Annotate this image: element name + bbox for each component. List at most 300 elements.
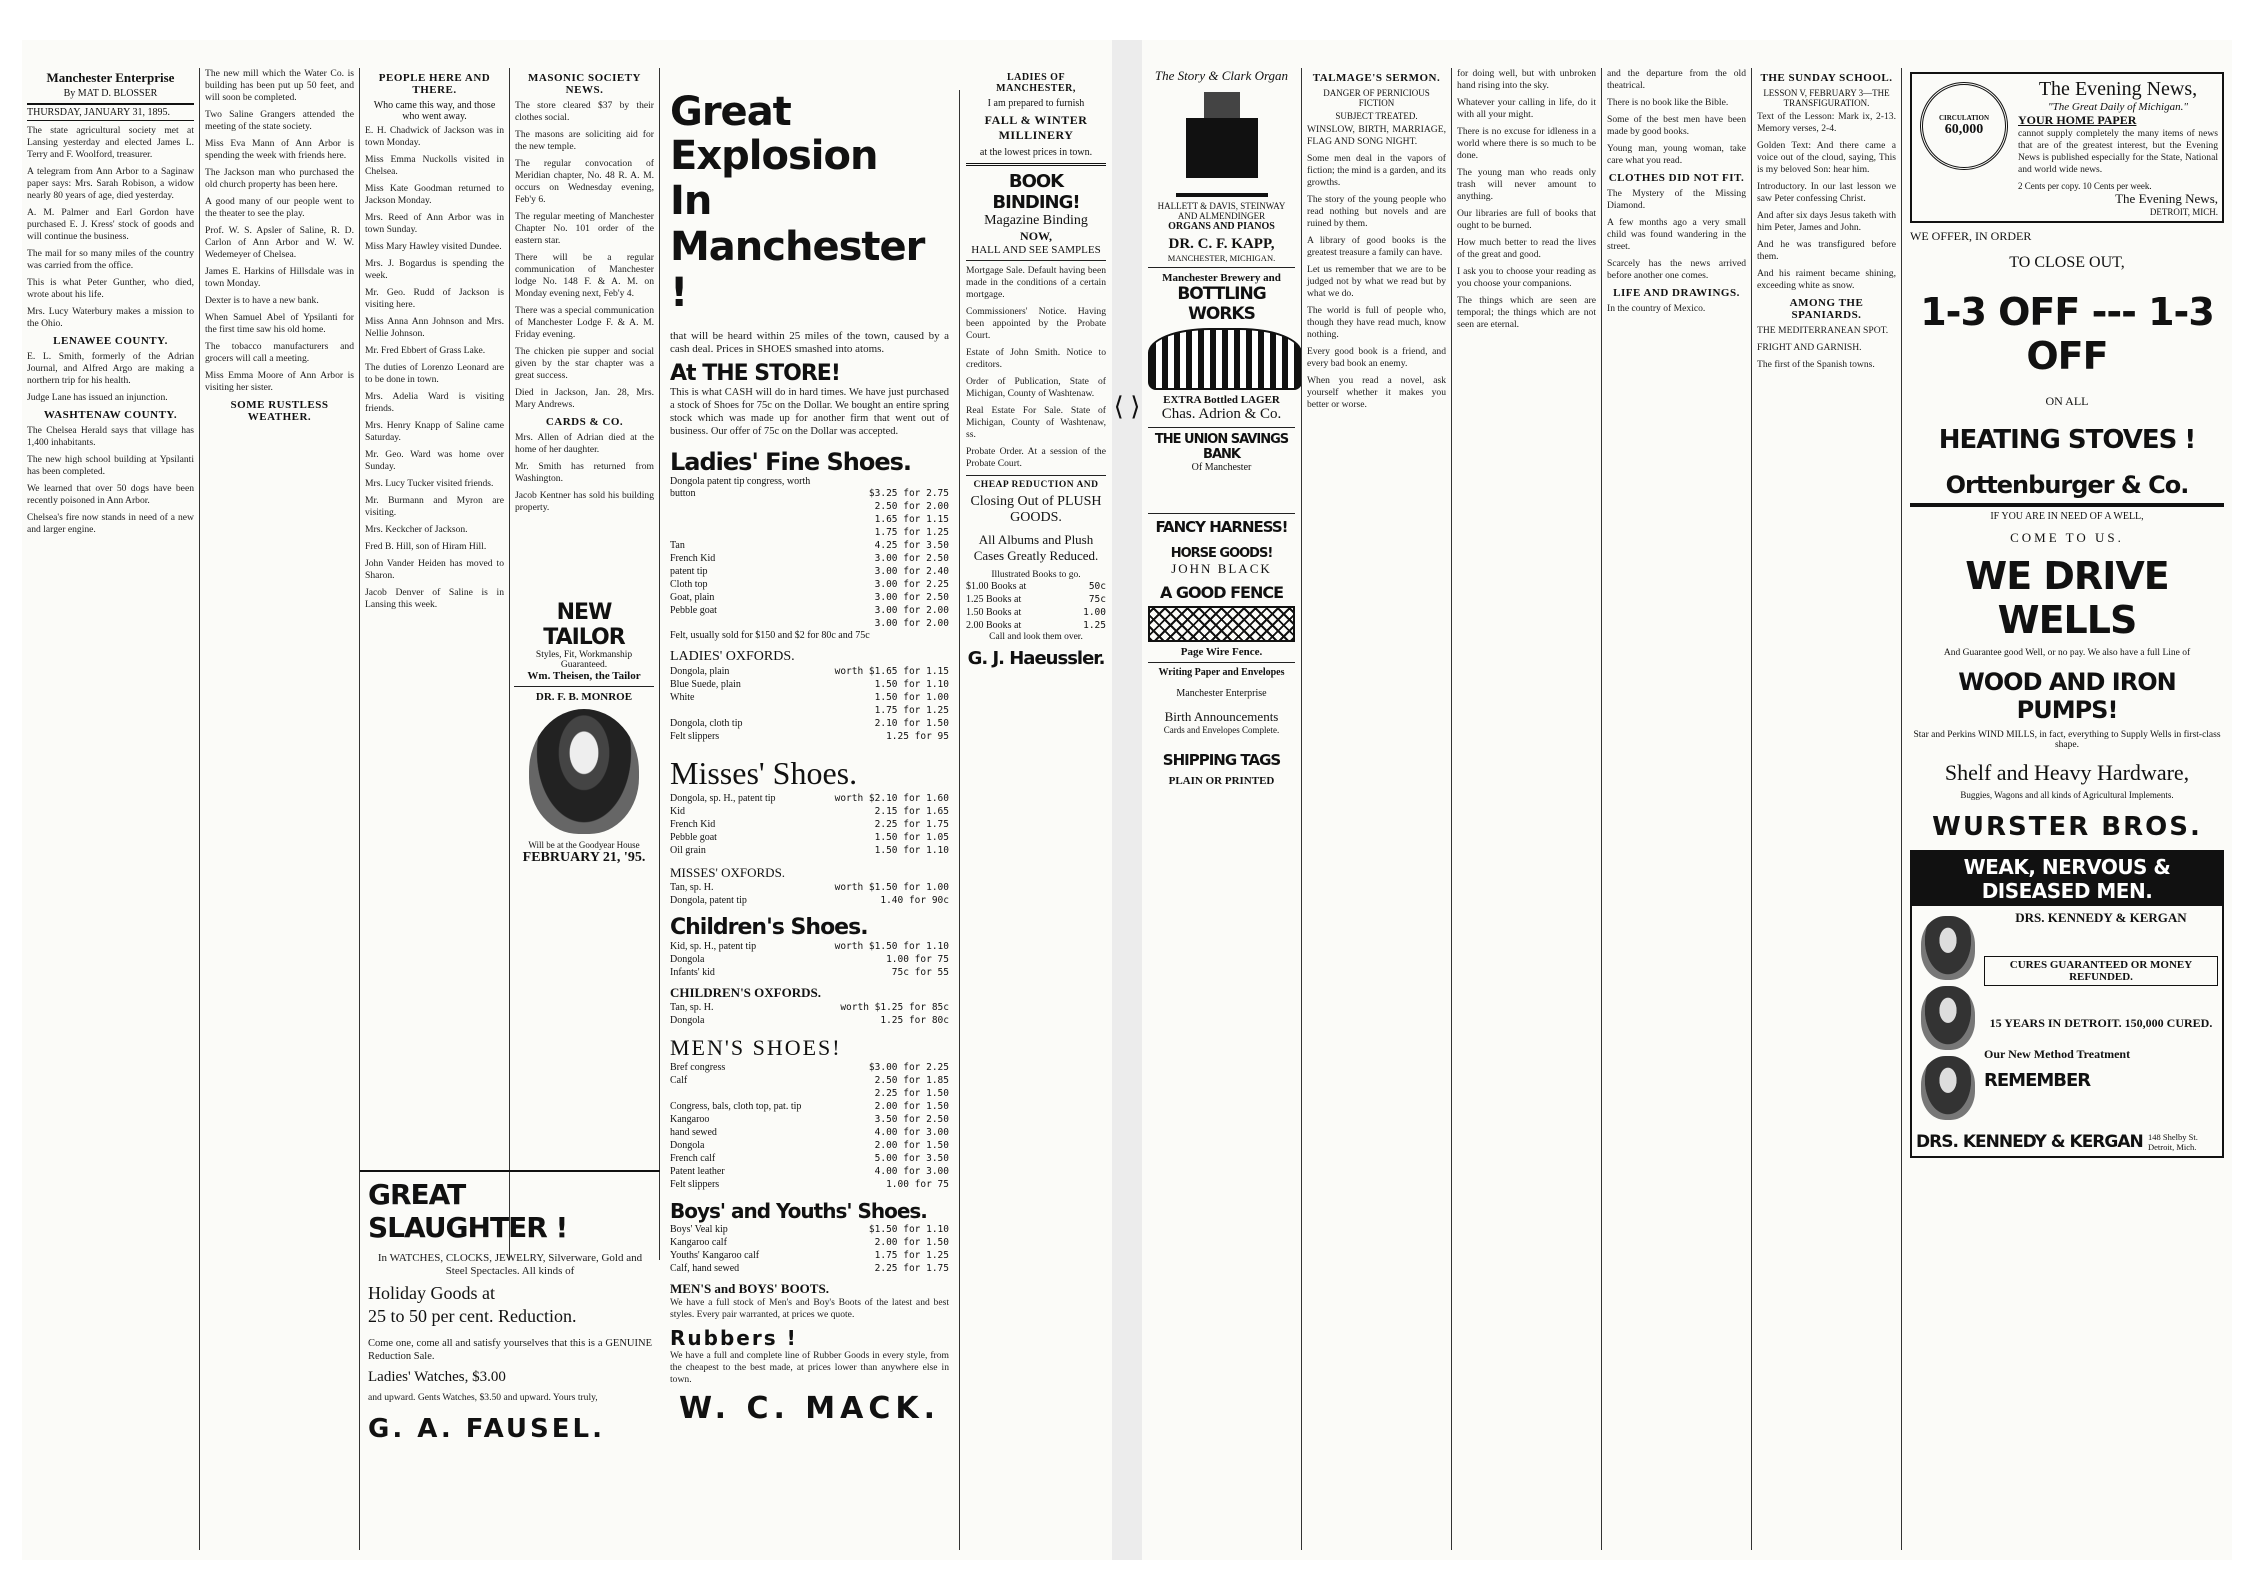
article-paragraph: When Samuel Abel of Ypsilanti for the first time saw his old home. xyxy=(205,312,354,335)
ad-signature: W. C. MACK. xyxy=(678,1391,941,1426)
rubbers-text: We have a full and complete line of Rubber Goods in every style, from the cheapest to the best made, at prices lower than anywhere else in town. xyxy=(670,1350,949,1385)
lesson-paragraph: Introductory. In our last lesson we saw Peter confessing Christ. xyxy=(1757,181,1896,204)
years-line: 15 YEARS IN DETROIT. 150,000 CURED. xyxy=(1989,1016,2213,1030)
sermon-paragraph: Let us remember that we are to be judged not by what we read but by what we do. xyxy=(1307,264,1446,299)
section-heading: PEOPLE HERE AND THERE. xyxy=(378,72,491,96)
personal-item: Miss Anna Ann Johnson and Mrs. Nellie Johnson. xyxy=(365,316,504,339)
price-value: worth $1.25 for 85c xyxy=(840,1002,949,1013)
organ-pianos: ORGANS AND PIANOS xyxy=(1168,221,1275,232)
price-row xyxy=(670,1249,949,1262)
ad-headline: In Manchester ! xyxy=(670,178,925,316)
kennedy-kergan-ad xyxy=(1910,850,2224,1158)
article-paragraph: Miss Emma Moore of Ann Arbor is visiting her sister. xyxy=(205,370,354,393)
personal-item: Miss Emma Nuckolls visited in Chelsea. xyxy=(365,154,504,177)
price-row xyxy=(670,665,949,678)
price-row xyxy=(966,606,1106,619)
masthead: Manchester Enterprise xyxy=(46,70,175,85)
price-value: worth $2.10 for 1.60 xyxy=(834,793,949,804)
price-row xyxy=(670,1087,949,1100)
price-value: 1.75 for 1.25 xyxy=(874,527,949,538)
price-value: 1.25 xyxy=(1083,620,1106,631)
price-row xyxy=(670,1139,949,1152)
price-row xyxy=(670,1126,949,1139)
page-gutter xyxy=(1112,40,1142,1560)
price-row xyxy=(670,1113,949,1126)
millinery-sub: I am prepared to furnish xyxy=(987,98,1085,109)
harness-heading: FANCY HARNESS! xyxy=(1155,518,1288,536)
price-row xyxy=(670,940,949,953)
tailor-doctor-ad xyxy=(514,600,654,866)
price-value: 2.25 for 1.75 xyxy=(874,819,949,830)
doctor-caption: Will be at the Goodyear House xyxy=(528,840,640,850)
price-value: 3.00 for 2.50 xyxy=(874,592,949,603)
price-value: 1.00 xyxy=(1083,607,1106,618)
article-paragraph: In the country of Mexico. xyxy=(1607,303,1706,314)
article-paragraph: The new high school building at Ypsilanti has been completed. xyxy=(27,454,194,477)
price-item: $1.00 Books at xyxy=(966,581,1027,592)
price-value: 2.10 for 1.50 xyxy=(874,718,949,729)
sermon-paragraph: The world is full of people who, though they have read much, know nothing. xyxy=(1307,305,1446,340)
lesson-paragraph: Golden Text: And there came a voice out of the cloud, saying, This is my beloved Son: hear him. xyxy=(1757,140,1896,175)
article-paragraph: The new mill which the Water Co. is building has been put up 50 feet, and will soon be completed. xyxy=(205,68,354,103)
price-item: Calf, hand sewed xyxy=(670,1263,740,1274)
price-item: hand sewed xyxy=(670,1127,717,1138)
price-item: Tan xyxy=(670,540,685,551)
article-paragraph: The Chelsea Herald says that village has 1,400 inhabitants. xyxy=(27,425,194,448)
magazine-binding: Magazine Binding xyxy=(984,213,1088,228)
now-line: NOW, xyxy=(1020,229,1052,243)
boots-text: We have a full stock of Men's and Boy's Boots of the latest and best styles. Every pair warranted, at prices we quote. xyxy=(670,1297,949,1320)
legal-notice: Order of Publication, State of Michigan, County of Washtenaw. xyxy=(966,376,1106,399)
doctor-face-icon xyxy=(1921,986,1975,1050)
doctor-face-icon xyxy=(1921,1056,1975,1120)
price-item: Dongola, patent tip xyxy=(670,895,747,906)
price-row xyxy=(670,1014,949,1027)
price-row xyxy=(670,1262,949,1275)
price-value: 1.25 for 80c xyxy=(880,1015,949,1026)
right-column-6 xyxy=(1902,68,2232,1550)
lesson-paragraph: And after six days Jesus taketh with him Peter, James and John. xyxy=(1757,210,1896,233)
article-paragraph: The chicken pie supper and social given by the star chapter was a great success. xyxy=(515,346,654,381)
price-item: button xyxy=(670,488,696,499)
article-paragraph: Judge Lane has issued an injunction. xyxy=(27,392,168,403)
price-row xyxy=(670,1178,949,1191)
price-value: 1.00 for 75 xyxy=(886,954,949,965)
mens-heading: MEN'S SHOES! xyxy=(670,1035,842,1060)
article-paragraph: Mr. Smith has returned from Washington. xyxy=(515,461,654,484)
drive-wells: WE DRIVE WELLS xyxy=(1965,554,2169,642)
book-binding-heading: BOOK BINDING! xyxy=(992,171,1080,213)
price-row xyxy=(670,953,949,966)
section-heading: WASHTENAW COUNTY. xyxy=(43,409,178,421)
price-row xyxy=(966,593,1106,606)
remember-line: REMEMBER xyxy=(1984,1070,2091,1091)
price-item: Tan, sp. H. xyxy=(670,1002,714,1013)
news-location: DETROIT, MICH. xyxy=(2149,207,2218,217)
come-to-us: COME TO US. xyxy=(2010,530,2124,545)
price-item: Felt slippers xyxy=(670,731,720,742)
doctor-location: MANCHESTER, MICHIGAN. xyxy=(1167,253,1276,263)
sermon-paragraph: The things which are seen are temporal; the things which are not seen are eternal. xyxy=(1457,295,1596,330)
section-heading: LIFE AND DRAWINGS. xyxy=(1613,287,1740,299)
article-paragraph: Young man, young woman, take care what you read. xyxy=(1607,143,1746,166)
article-paragraph: The mail for so many miles of the country was carried from the office. xyxy=(27,248,194,271)
price-row xyxy=(670,966,949,979)
sermon-paragraph: A library of good books is the greatest treasure a family can have. xyxy=(1307,235,1446,258)
personal-item: Mrs. Reed of Ann Arbor was in town Sunday. xyxy=(365,212,504,235)
fence-heading: A GOOD FENCE xyxy=(1159,583,1284,602)
price-item: Dongola, cloth tip xyxy=(670,718,743,729)
right-newspaper-page xyxy=(1142,40,2232,1560)
article-paragraph: The masons are soliciting aid for the new temple. xyxy=(515,129,654,152)
price-value: 1.65 for 1.15 xyxy=(874,514,949,525)
pumps-line: WOOD AND IRON PUMPS! xyxy=(1958,668,2176,724)
price-row xyxy=(670,792,949,805)
personal-item: Miss Kate Goodman returned to Jackson Monday. xyxy=(365,183,504,206)
price-row xyxy=(670,578,949,591)
price-row xyxy=(966,580,1106,593)
price-value: 3.00 for 2.00 xyxy=(874,605,949,616)
price-value: 1.50 for 1.05 xyxy=(874,832,949,843)
price-item: patent tip xyxy=(670,566,708,577)
ad-holiday: Holiday Goods at xyxy=(368,1283,495,1303)
ladies-shoes-sub: Dongola patent tip congress, worth xyxy=(670,476,811,487)
ladies-shoes-heading: Ladies' Fine Shoes. xyxy=(670,448,912,476)
childrens-oxfords-heading: CHILDREN'S OXFORDS. xyxy=(670,985,821,1000)
sermon-paragraph: WINSLOW, BIRTH, MARRIAGE, FLAG AND SONG NIGHT. xyxy=(1307,124,1446,147)
price-item: Felt slippers xyxy=(670,1179,720,1190)
article-paragraph: The tobacco manufacturers and grocers will call a meeting. xyxy=(205,341,354,364)
price-item: Tan, sp. H. xyxy=(670,882,714,893)
price-item: Goat, plain xyxy=(670,592,715,603)
price-value: $3.25 for 2.75 xyxy=(868,488,949,499)
ladies-oxfords-heading: LADIES' OXFORDS. xyxy=(670,649,795,664)
article-paragraph: The Jackson man who purchased the old church property has been here. xyxy=(205,167,354,190)
store-text: This is what CASH will do in hard times. We have just purchased a stock of Shoes for 75c on the Dollar. We bought an entire spring stock which was made up for another firm that went out of business. Our offer of 75c on the Dollar was accepted. xyxy=(670,387,949,437)
heating-stoves: HEATING STOVES ! xyxy=(1938,425,2196,455)
personal-item: Mr. Geo. Ward was home over Sunday. xyxy=(365,449,504,472)
article-paragraph: There was a special communication of Manchester Lodge F. & A. M. Friday evening. xyxy=(515,305,654,340)
price-item: Blue Suede, plain xyxy=(670,679,741,690)
news-sub: "The Great Daily of Michigan." xyxy=(2048,101,2188,113)
lesson-paragraph: And his raiment became shining, exceeding white as snow. xyxy=(1757,268,1896,291)
shelf-hardware: Shelf and Heavy Hardware, xyxy=(1944,760,2190,785)
sermon-paragraph: I ask you to choose your reading as you choose your companions. xyxy=(1457,266,1596,289)
price-value: 2.25 for 1.75 xyxy=(874,1263,949,1274)
news-title: The Evening News, xyxy=(2038,78,2198,100)
childrens-oxfords-price-list xyxy=(670,1001,949,1027)
section-heading: CARDS & CO. xyxy=(545,416,624,428)
sunday-school-heading: THE SUNDAY SCHOOL. xyxy=(1760,72,1893,84)
doctor-headline: DR. F. B. MONROE xyxy=(535,691,633,703)
brewery-building-icon xyxy=(1148,328,1302,390)
price-row xyxy=(670,552,949,565)
price-item: Kangaroo xyxy=(670,1114,710,1125)
sermon-paragraph: The young man who reads only trash will never amount to anything. xyxy=(1457,167,1596,202)
price-item: Dongola, plain xyxy=(670,666,730,677)
price-row xyxy=(670,1165,949,1178)
sermon-sub: DANGER OF PERNICIOUS FICTION xyxy=(1323,88,1430,108)
price-item: Pebble goat xyxy=(670,832,717,843)
sermon-paragraph: Some men deal in the vapors of fiction; the mind is a garden, and its growths. xyxy=(1307,153,1446,188)
organ-heading: The Story & Clark Organ xyxy=(1154,68,1289,83)
ad-headline: Great Explosion xyxy=(670,90,878,179)
doctor-face-icon xyxy=(1921,916,1975,980)
price-item: Bref congress xyxy=(670,1062,726,1073)
price-value: 3.00 for 2.00 xyxy=(874,618,949,629)
new-method: Our New Method Treatment xyxy=(1984,1047,2131,1061)
lesson-paragraph: The first of the Spanish towns. xyxy=(1757,359,1875,370)
price-row xyxy=(670,1236,949,1249)
sermon-paragraph: The story of the young people who read nothing but novels and are ruined by them. xyxy=(1307,194,1446,229)
childrens-heading: Children's Shoes. xyxy=(670,915,868,940)
sermon-paragraph: Our libraries are full of books that ought to be burned. xyxy=(1457,208,1596,231)
horse-goods: HORSE GOODS! xyxy=(1170,546,1273,561)
sermon-paragraph: There is no excuse for idleness in a world where there is so much to be done. xyxy=(1457,126,1596,161)
sermon-heading: TALMAGE'S SERMON. xyxy=(1312,72,1441,84)
article-paragraph: Some of the best men have been made by good books. xyxy=(1607,114,1746,137)
price-value: 2.00 for 1.50 xyxy=(874,1237,949,1248)
news-cents: 2 Cents per copy. 10 Cents per week. xyxy=(2018,181,2152,191)
article-paragraph: Two Saline Grangers attended the meeting of the state society. xyxy=(205,109,354,132)
news-text: cannot supply completely the many items of news that are of the greatest interest, but the Evening News is published especially for the State, National and world wide news. xyxy=(2018,128,2218,175)
ad-headline: SLAUGHTER ! xyxy=(368,1211,568,1244)
price-item: Dongola, sp. H., patent tip xyxy=(670,793,776,804)
date-line: THURSDAY, JANUARY 31, 1895. xyxy=(27,103,194,121)
circulation-stamp-icon xyxy=(1920,82,2008,170)
ad-sub: In WATCHES, CLOCKS, JEWELRY, Silverware, Gold and Steel Spectacles. All kinds of xyxy=(377,1252,643,1277)
price-value: $1.50 for 1.10 xyxy=(868,1224,949,1235)
binding-clip-icon: ⟨ ⟩ xyxy=(1113,392,1141,421)
section-subheading: Who came this way, and those who went away. xyxy=(373,100,496,122)
price-row xyxy=(670,591,949,604)
drs-name: DRS. KENNEDY & KERGAN xyxy=(2015,910,2187,925)
price-item: 1.25 Books at xyxy=(966,594,1022,605)
price-item: Kid xyxy=(670,806,685,817)
offer-line: WE OFFER, IN ORDER xyxy=(1910,229,2032,243)
wire-fence-line: Page Wire Fence. xyxy=(1180,646,1263,658)
mack-shoe-ad xyxy=(660,90,960,1550)
personal-item: Miss Mary Hawley visited Dundee. xyxy=(365,241,502,252)
doctor-name: DR. C. F. KAPP, xyxy=(1168,236,1275,252)
personal-item: Mr. Geo. Rudd of Jackson is visiting here. xyxy=(365,287,504,310)
price-value: 1.25 for 95 xyxy=(886,731,949,742)
price-row xyxy=(670,818,949,831)
ladies-price-list xyxy=(670,487,949,630)
article-paragraph: Scarcely has the news arrived before another one comes. xyxy=(1607,258,1746,281)
article-paragraph: Miss Eva Mann of Ann Arbor is spending the week with friends here. xyxy=(205,138,354,161)
price-row xyxy=(670,565,949,578)
section-heading: MASONIC SOCIETY NEWS. xyxy=(528,72,641,96)
price-row xyxy=(670,500,949,513)
personal-item: Mr. Fred Ebbert of Grass Lake. xyxy=(365,345,486,356)
price-value: 75c xyxy=(1088,594,1106,605)
misses-oxfords-price-list xyxy=(670,881,949,907)
price-value: 2.50 for 2.00 xyxy=(874,501,949,512)
price-value: 2.25 for 1.50 xyxy=(874,1088,949,1099)
birth-announcements: Birth Announcements xyxy=(1164,709,1279,724)
sermon-paragraph: for doing well, but with unbroken hand rising into the sky. xyxy=(1457,68,1596,91)
haeussler-signature: G. J. Haeussler. xyxy=(967,648,1105,669)
price-value: $3.00 for 2.25 xyxy=(868,1062,949,1073)
article-paragraph: The store cleared $37 by their clothes social. xyxy=(515,100,654,123)
john-black: JOHN BLACK xyxy=(1171,561,1272,576)
byline: By MAT D. BLOSSER xyxy=(63,88,158,99)
drs-address: 148 Shelby St. Detroit, Mich. xyxy=(2148,1132,2198,1152)
price-item: Kangaroo calf xyxy=(670,1237,727,1248)
personal-item: Fred B. Hill, son of Hiram Hill. xyxy=(365,541,487,552)
books-line: Illustrated Books to go. xyxy=(991,570,1081,580)
price-value: 3.00 for 2.40 xyxy=(874,566,949,577)
article-paragraph: Mrs. Allen of Adrian died at the home of her daughter. xyxy=(515,432,654,455)
doctor-portraits xyxy=(1916,910,1980,1126)
left-column-1 xyxy=(22,68,200,1550)
albums-line: All Albums and Plush Cases Greatly Reduced. xyxy=(973,532,1099,563)
third-off: 1-3 OFF --- 1-3 OFF xyxy=(1920,290,2214,378)
article-paragraph: The regular meeting of Manchester Chapter No. 101 order of the eastern star. xyxy=(515,211,654,246)
price-row xyxy=(670,1061,949,1074)
tailor-headline: NEW TAILOR xyxy=(543,600,625,650)
price-row xyxy=(670,881,949,894)
news-signature: The Evening News, xyxy=(2115,191,2218,206)
section-heading: LENAWEE COUNTY. xyxy=(53,335,168,347)
price-item: Patent leather xyxy=(670,1166,725,1177)
price-row xyxy=(670,704,949,717)
price-item: Dongola xyxy=(670,1015,705,1026)
personal-item: Mrs. Lucy Tucker visited friends. xyxy=(365,478,494,489)
price-item: White xyxy=(670,692,695,703)
brewery-heading: Manchester Brewery and xyxy=(1162,272,1281,284)
price-value: 3.00 for 2.50 xyxy=(874,553,949,564)
ad-signature: G. A. FAUSEL. xyxy=(368,1414,605,1444)
lesson-paragraph: Text of the Lesson: Mark ix, 2-13. Memory verses, 2-4. xyxy=(1757,111,1896,134)
ad-lede: that will be heard within 25 miles of the town, caused by a cash deal. Prices in SHOES smashed into atoms. xyxy=(670,330,949,355)
price-row xyxy=(670,1001,949,1014)
books-price-list xyxy=(966,580,1106,632)
price-row xyxy=(670,604,949,617)
sermon-paragraph: Whatever your calling in life, do it with all your might. xyxy=(1457,97,1596,120)
price-row xyxy=(670,805,949,818)
closing-heading: Closing Out of PLUSH GOODS. xyxy=(970,494,1102,525)
article-paragraph: The state agricultural society met at Lansing yesterday and elected James L. Terry and F. Woolford, treasurer. xyxy=(27,125,194,160)
misses-heading: Misses' Shoes. xyxy=(670,755,858,791)
price-item: Congress, bals, cloth top, pat. tip xyxy=(670,1101,802,1112)
article-paragraph: Jacob Kentner has sold his building property. xyxy=(515,490,654,513)
price-value: 2.50 for 1.85 xyxy=(874,1075,949,1086)
wire-fence-icon xyxy=(1148,606,1295,642)
price-item: French Kid xyxy=(670,553,716,564)
windmill-line: Star and Perkins WIND MILLS, in fact, everything to Supply Wells in first-class shape. xyxy=(1913,730,2221,750)
bottling-heading: BOTTLING WORKS xyxy=(1177,284,1266,324)
price-item: French Kid xyxy=(670,819,716,830)
price-item: Cloth top xyxy=(670,579,708,590)
personal-item: The duties of Lorenzo Leonard are to be done in town. xyxy=(365,362,504,385)
price-row xyxy=(670,617,949,630)
right-column-1 xyxy=(1142,68,1302,1550)
price-item: French calf xyxy=(670,1153,716,1164)
personal-item: Mrs. J. Bogardus is spending the week. xyxy=(365,258,504,281)
ad-gents: and upward. Gents Watches, $3.50 and upward. Yours truly, xyxy=(368,1392,598,1403)
article-paragraph: The regular convocation of Meridian chapter, No. 48 R. A. M. occurs on Wednesday evening, Feb'y 6. xyxy=(515,158,654,205)
personal-item: John Vander Heiden has moved to Sharon. xyxy=(365,558,504,581)
organ-icon xyxy=(1176,88,1268,197)
price-row xyxy=(966,619,1106,632)
price-row xyxy=(670,844,949,857)
price-value: 3.00 for 2.25 xyxy=(874,579,949,590)
article-paragraph: Mrs. Lucy Waterbury makes a mission to the Ohio. xyxy=(27,306,194,329)
price-item: Dongola xyxy=(670,954,705,965)
price-row xyxy=(670,894,949,907)
organ-brands: HALLETT & DAVIS, STEINWAY AND ALMENDINGER xyxy=(1157,201,1286,221)
price-row xyxy=(670,1100,949,1113)
price-row xyxy=(670,678,949,691)
price-row xyxy=(670,539,949,552)
cheap-reduction-heading: CHEAP REDUCTION AND xyxy=(973,480,1099,490)
tailor-signature: Wm. Theisen, the Tailor xyxy=(527,670,641,682)
lesson-paragraph: And he was transfigured before them. xyxy=(1757,239,1896,262)
article-paragraph: A telegram from Ann Arbor to a Saginaw paper says: Mrs. Sarah Robison, a widow nearly 80 years of age, died yesterday. xyxy=(27,166,194,201)
writing-paper: Writing Paper and Envelopes xyxy=(1158,667,1285,678)
plain-printed: PLAIN OR PRINTED xyxy=(1168,775,1275,787)
price-item: Dongola xyxy=(670,1140,705,1151)
boys-heading: Boys' and Youths' Shoes. xyxy=(670,1199,927,1223)
samples-line: HALL AND SEE SAMPLES xyxy=(971,244,1101,256)
left-column-3 xyxy=(360,68,510,1260)
lesson-paragraph: FRIGHT AND GARNISH. xyxy=(1757,342,1862,353)
drs-bottom: DRS. KENNEDY & KERGAN xyxy=(1916,1132,2143,1152)
call-line: Call and look them over. xyxy=(989,632,1083,642)
price-item: Oil grain xyxy=(670,845,706,856)
misses-oxfords-heading: MISSES' OXFORDS. xyxy=(670,865,786,880)
price-value: 1.40 for 90c xyxy=(880,895,949,906)
price-value: 4.00 for 3.00 xyxy=(874,1127,949,1138)
cures-guaranteed: CURES GUARANTEED OR MONEY REFUNDED. xyxy=(1984,956,2218,986)
ad-headline: GREAT xyxy=(368,1178,466,1211)
price-value: 1.00 for 75 xyxy=(886,1179,949,1190)
price-item: Pebble goat xyxy=(670,605,717,616)
price-row xyxy=(670,487,949,500)
mens-price-list xyxy=(670,1061,949,1191)
personal-item: Mr. Burmann and Myron are visiting. xyxy=(365,495,504,518)
lesson-paragraph: THE MEDITERRANEAN SPOT. xyxy=(1757,325,1889,336)
ad-come: Come one, come all and satisfy yourselves that this is a GENUINE Reduction Sale. xyxy=(368,1338,652,1362)
sunday-school-sub: LESSON V, FEBRUARY 3—THE TRANSFIGURATION. xyxy=(1763,88,1890,108)
article-paragraph: Died in Jackson, Jan. 28, Mrs. Mary Andrews. xyxy=(515,387,654,410)
price-value: 1.75 for 1.25 xyxy=(874,705,949,716)
price-value: 4.00 for 3.00 xyxy=(874,1166,949,1177)
price-value: 2.00 for 1.50 xyxy=(874,1101,949,1112)
price-value: 4.25 for 3.50 xyxy=(874,540,949,551)
stamp-top-text: CIRCULATION xyxy=(1938,114,1990,122)
doctor-portrait-icon xyxy=(529,709,639,834)
legal-notice: Commissioners' Notice. Having been appointed by the Probate Court. xyxy=(966,306,1106,341)
price-value: 2.15 for 1.65 xyxy=(874,806,949,817)
price-value: 1.50 for 1.00 xyxy=(874,692,949,703)
right-column-3 xyxy=(1452,68,1602,1550)
section-heading: SOME RUSTLESS WEATHER. xyxy=(230,399,329,423)
price-value: worth $1.50 for 1.00 xyxy=(834,882,949,893)
wurster-bros: WURSTER BROS. xyxy=(1932,812,2202,842)
felt-line: Felt, usually sold for $150 and $2 for 80c and 75c xyxy=(670,630,870,641)
personal-item: E. H. Chadwick of Jackson was in town Monday. xyxy=(365,125,504,148)
buggies-line: Buggies, Wagons and all kinds of Agricultural Implements. xyxy=(1960,790,2174,800)
article-paragraph: Dexter is to have a new bank. xyxy=(205,295,319,306)
legal-notice: Probate Order. At a session of the Probate Court. xyxy=(966,446,1106,469)
price-row xyxy=(670,1074,949,1087)
article-paragraph: Prof. W. S. Apsler of Saline, R. D. Carlon of Ann Arbor and W. W. Wedemeyer of Chelsea. xyxy=(205,225,354,260)
orttenburger: Orttenburger & Co. xyxy=(1945,471,2189,499)
lager-line: EXTRA Bottled LAGER xyxy=(1163,394,1280,406)
